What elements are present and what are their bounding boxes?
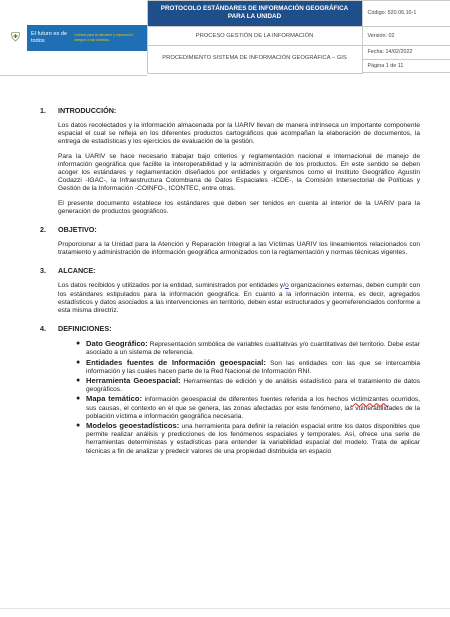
bullet-icon: ● <box>76 395 81 403</box>
bullet-icon: ● <box>76 340 81 348</box>
brand-banner <box>27 25 147 51</box>
header-center <box>147 0 362 76</box>
bullet-icon: ● <box>76 422 81 430</box>
document-header <box>0 0 450 76</box>
list-item: ● Mapa temático: información geoespacial de diferentes fuentes referida a los hechos victimizantes ocurridos, sus causas, el contexto en el que se genera, las zonas afectadas por este fenómeno, las vulnerabilidades de la población víctima e información geográfica necesaria. <box>76 394 420 420</box>
objective-paragraph: Proporcionar a la Unidad para la Atención y Reparación Integral a las Víctimas UARIV los lineamientos relacionados con tratamiento y administración de información geográfica armonizados con la reglamentación y normas técnicas vigentes. <box>58 241 420 257</box>
list-item: ● Herramienta Geoespacial: Herramientas de edición y de análisis estadístico para el tratamiento de datos geográficos. <box>76 376 420 394</box>
bullet-icon: ● <box>76 358 81 366</box>
document-code: Código: 520.06.10-1 <box>362 0 450 27</box>
definitions-list <box>76 339 420 456</box>
header-meta <box>362 0 450 76</box>
scope-paragraph: Los datos recibidos y utilizados por la entidad, suministrados por entidades y/o organizaciones externas, deben cumplir con los estándares estipulados para la información geográfica. En cuanto a la información interna, es decir, agregados estadísticos y datos asociados a las intervenciones en territorio, deben estar estructurados y georreferenciados conforme a esta misma directriz. <box>58 282 420 315</box>
intro-paragraph-3: El presente documento establece los estándares que deben ser tenidos en cuenta al interior de la UARIV para la generación de productos geográficos. <box>58 199 420 215</box>
section-heading-intro: 1. INTRODUCCIÓN: <box>40 106 117 115</box>
process-name: PROCESO GESTIÓN DE LA INFORMACIÓN <box>147 26 363 46</box>
section-heading-definitions: 4. DEFINICIONES: <box>40 324 112 334</box>
page-number: Página 1 de 11 <box>362 59 450 73</box>
brand-entity: Unidad para la atención y reparación integral a las víctimas <box>74 33 134 42</box>
bullet-icon: ● <box>76 377 81 385</box>
list-item: ● Dato Geográfico: Representación simbólica de variables cualitativas y/o cuantitativas del territorio. Debe estar asociado a un sistema de referencia. <box>76 339 420 357</box>
coat-of-arms-icon: ⛨ <box>10 30 20 44</box>
page-bottom-divider <box>0 608 450 609</box>
inline-link[interactable]: o <box>285 282 289 290</box>
intro-paragraph-2: Para la UARIV se hace necesario trabajar bajo criterios y reglamentación nacional e internacional de manejo de información geográfica que facilite la interoperabilidad y la administración de los productos. En este sentido se deben acoger los estándares y reglamentación diseñados por entidades y organismos como el Instituto Geográfico Agustín Codazzi -IGAC-, la Infraestructura Colombiana de Datos Espaciales -ICDE-, la Comisión Intersectorial de Políticas y Gestión de la Información -COINFO-, ICONTEC, entre otras. <box>58 152 420 193</box>
procedure-name: PROCEDIMIENTO SISTEMA DE INFORMACIÓN GEOGRÁFICA – GIS <box>147 45 363 74</box>
misspelled-word: victimizantes <box>350 396 389 404</box>
section-heading-objective: 2. OBJETIVO: <box>40 225 97 235</box>
document-version: Versión: 02 <box>362 26 450 46</box>
document-title: PROTOCOLO ESTÁNDARES DE INFORMACIÓN GEOGRÁFICA PARA LA UNIDAD <box>147 0 363 27</box>
list-item: ● Modelos geoestadísticos: una herramienta para definir la relación espacial entre los datos disponibles que permite realizar análisis y predicciones de los fenómenos espaciales y temporales. Así, ofrece una serie de herramientas deterministas y estadísticas para entender la variabilidad espacial del modelo. Trata de aplicar técnicas a fin de analizar y predecir valores de una propiedad distribuida en espacio <box>76 421 420 455</box>
document-date: Fecha: 14/02/2022 <box>362 45 450 60</box>
logo-block <box>0 0 147 76</box>
document-body <box>40 106 420 457</box>
intro-paragraph-1: Los datos recolectados y la información almacenada por la UARIV llevan de manera intrínseca un importante componente espacial el cual se refleja en los diferentes productos cartográficos que acompañan la elaboración de documentos, la entrega de estadísticas y los ejercicios de evaluación de la gestión. <box>58 122 420 146</box>
list-item: ● Entidades fuentes de Información geoespacial: Son las entidades con las que se intercambia información y las cuales hacen parte de la Red Nacional de Información RNI. <box>76 357 420 375</box>
section-heading-scope: 3. ALCANCE: <box>40 266 96 276</box>
brand-slogan: El futuro es de todos <box>31 31 68 44</box>
